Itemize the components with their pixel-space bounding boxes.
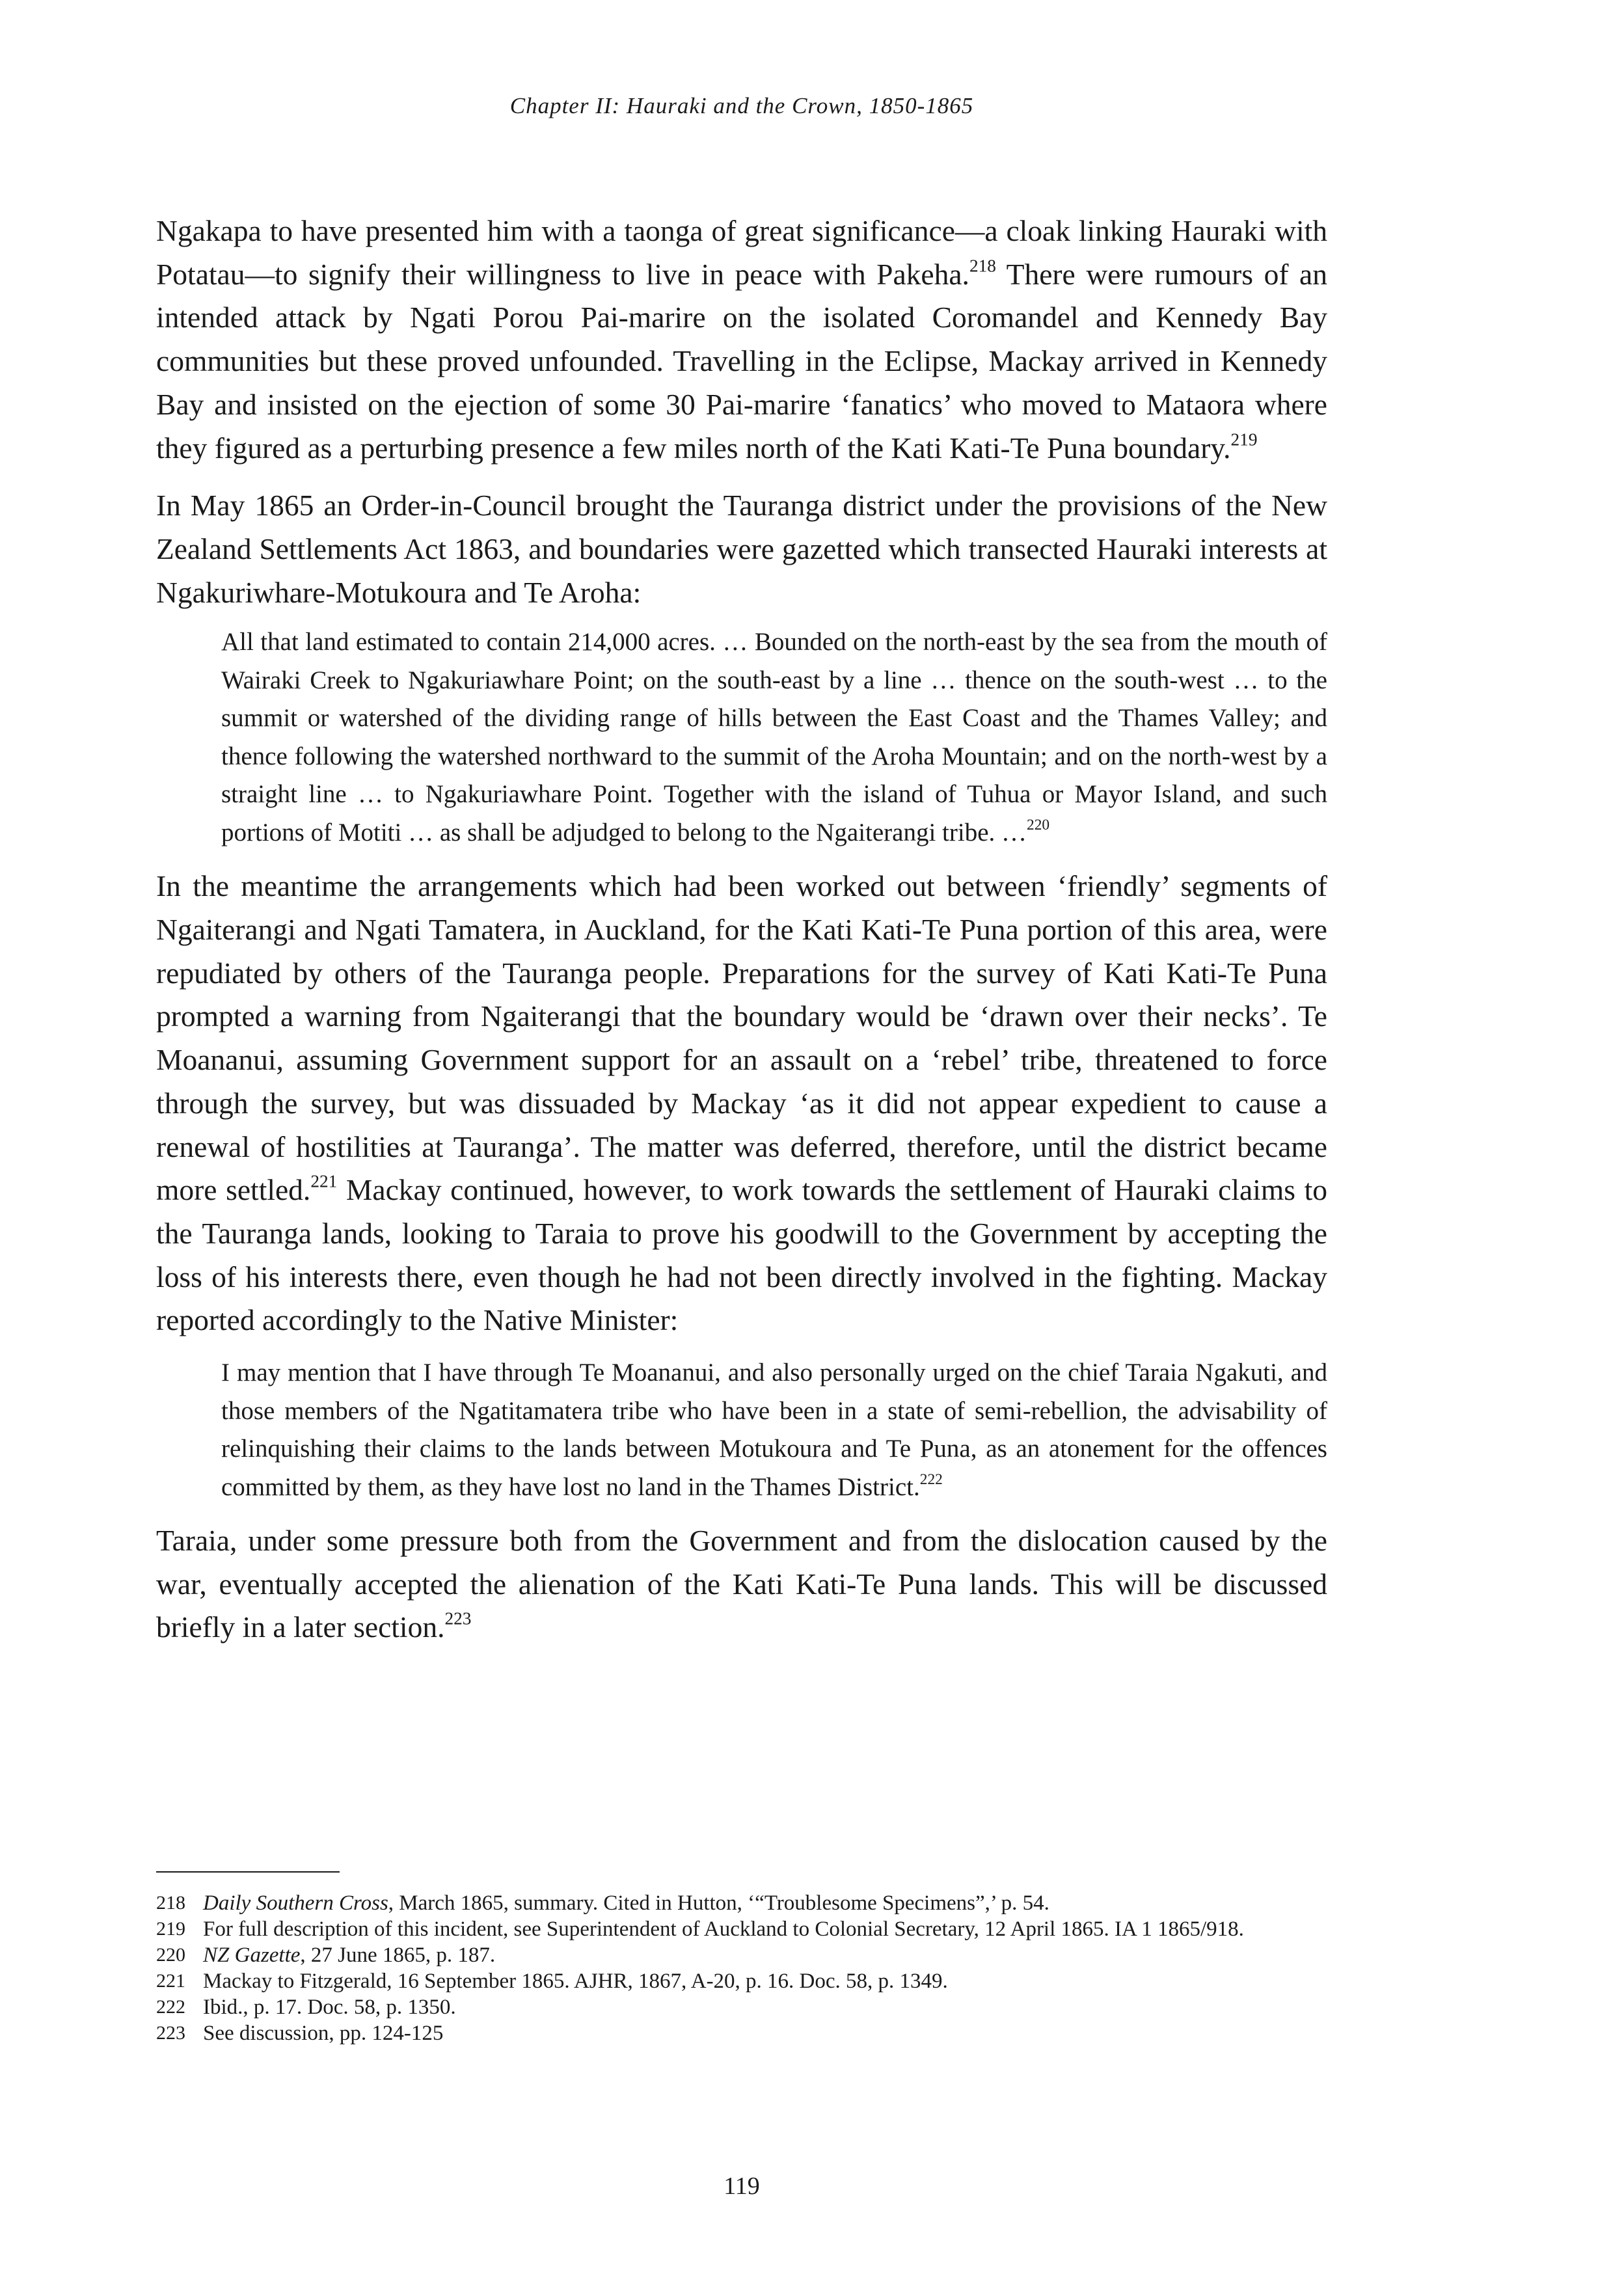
footnote-ref-223[interactable]: 223 [444, 1608, 472, 1629]
footnote-text [203, 1968, 1327, 1994]
block-quote-1-text: All that land estimated to contain 214,000 acres. … Bounded on the north-east by the sea from the mouth of Wairaki Creek to Ngakuriawhare Point; on the south-east by a line … thence on the south-west … to the summit or watershed of the dividing range of hills between the East Coast and the Thames Valley; and thence following the watershed northward to the summit of the Aroha Mountain; and on the north-west by a straight line … to Ngakuriawhare Point. Together with the island of Tuhua or Mayor Island, and such portions of Motiti … as shall be adjudged to belong to the Ngaiterangi tribe. … [221, 628, 1327, 846]
footnote-number: 223 [156, 2022, 185, 2044]
footnote-number: 219 [156, 1918, 185, 1940]
footnotes [156, 1890, 1327, 2046]
footnote-223 [156, 2020, 1327, 2046]
footnote-222 [156, 1994, 1327, 2020]
paragraph-4-text: Taraia, under some pressure both from the Government and from the dislocation caused by the war, eventually accepted the alienation of the Kati Kati-Te Puna lands. This will be discussed briefly in a later section. [156, 1524, 1327, 1644]
footnote-219 [156, 1916, 1327, 1942]
footnote-body: Mackay to Fitzgerald, 16 September 1865. AJHR, 1867, A-20, p. 16. Doc. 58, p. 1349. [203, 1969, 948, 1993]
paragraph-1-text-b: There were rumours of an intended attack by Ngati Porou Pai-marire on the isolated Coromandel and Kennedy Bay communities but these proved unfounded. Travelling in the Eclipse, Mackay arrived in Kennedy Bay and insisted on the ejection of some 30 Pai-marire ‘fanatics’ who moved to Mataora where they figured as a perturbing presence a few miles north of the Kati Kati-Te Puna boundary. [156, 257, 1327, 465]
paragraph-3-text-b: Mackay continued, however, to work towards the settlement of Hauraki claims to the Tauranga lands, looking to Taraia to prove his goodwill to the Government by accepting the loss of his interests there, even though he had not been directly involved in the fighting. Mackay reported accordingly to the Native Minister: [156, 1173, 1327, 1337]
footnote-number: 221 [156, 1970, 185, 1992]
footnote-text [203, 2020, 1327, 2046]
paragraph-3-text-a: In the meantime the arrangements which had been worked out between ‘friendly’ segments of Ngaiterangi and Ngati Tamatera, in Auckland, for the Kati Kati-Te Puna portion of this area, were repudiated by others of the Tauranga people. Preparations for the survey of Kati Kati-Te Puna prompted a warning from Ngaiterangi that the boundary would be ‘drawn over their necks’. Te Moananui, assuming Government support for an assault on a ‘rebel’ tribe, threatened to force through the survey, but was dissuaded by Mackay ‘as it did not appear expedient to cause a renewal of hostilities at Tauranga’. The matter was deferred, therefore, until the district became more settled. [156, 869, 1327, 1207]
footnote-220 [156, 1942, 1327, 1968]
footnote-divider [156, 1871, 340, 1873]
footnote-body: Ibid., p. 17. Doc. 58, p. 1350. [203, 1996, 456, 2019]
footnote-body: For full description of this incident, see Superintendent of Auckland to Colonial Secretary, 12 April 1865. IA 1 1865/918. [203, 1917, 1244, 1941]
paragraph-1 [156, 210, 1327, 470]
footnote-title: Daily Southern Cross [203, 1891, 388, 1915]
running-head: Chapter II: Hauraki and the Crown, 1850-1865 [509, 93, 974, 118]
footnote-ref-221[interactable]: 221 [310, 1171, 338, 1191]
footnote-body: , 27 June 1865, p. 187. [300, 1943, 496, 1967]
footnote-text [203, 1994, 1327, 2020]
footnote-text [203, 1916, 1327, 1942]
footnote-ref-219[interactable]: 219 [1230, 429, 1258, 449]
block-quote-1 [221, 623, 1327, 852]
page-number: 119 [724, 2172, 760, 2200]
block-quote-2 [221, 1354, 1327, 1506]
body-text [156, 210, 1327, 1649]
footnote-body: , March 1865, summary. Cited in Hutton, ‘“Troublesome Specimens”,’ p. 54. [388, 1891, 1049, 1915]
footnote-number: 218 [156, 1892, 185, 1914]
block-quote-2-text: I may mention that I have through Te Moananui, and also personally urged on the chief Taraia Ngakuti, and those members of the Ngatitamatera tribe who have been in a state of semi-rebellion, the advisability of relinquishing their claims to the lands between Motukoura and Te Puna, as an atonement for the offences committed by them, as they have lost no land in the Thames District. [221, 1359, 1327, 1501]
footnote-number: 222 [156, 1996, 185, 2018]
footnote-number: 220 [156, 1944, 185, 1966]
document-page [156, 0, 1327, 2274]
footnote-text [203, 1942, 1327, 1968]
footnote-text [203, 1890, 1327, 1916]
paragraph-3 [156, 865, 1327, 1342]
footnote-body: See discussion, pp. 124-125 [203, 2022, 444, 2045]
footnote-221 [156, 1968, 1327, 1994]
paragraph-1-text-a: Ngakapa to have presented him with a taonga of great significance—a cloak linking Hauraki with Potatau—to signify their willingness to live in peace with Pakeha. [156, 214, 1327, 291]
paragraph-4 [156, 1519, 1327, 1649]
paragraph-2: In May 1865 an Order-in-Council brought the Tauranga district under the provisions of the New Zealand Settlements Act 1863, and boundaries were gazetted which transected Hauraki interests at Ngakuriwhare-Motukoura and Te Aroha: [156, 489, 1327, 609]
footnote-ref-222[interactable]: 222 [919, 1470, 943, 1488]
footnote-ref-220[interactable]: 220 [1027, 816, 1050, 833]
footnote-ref-218[interactable]: 218 [969, 256, 996, 276]
footnote-218 [156, 1890, 1327, 1916]
footnote-title: NZ Gazette [203, 1943, 301, 1967]
